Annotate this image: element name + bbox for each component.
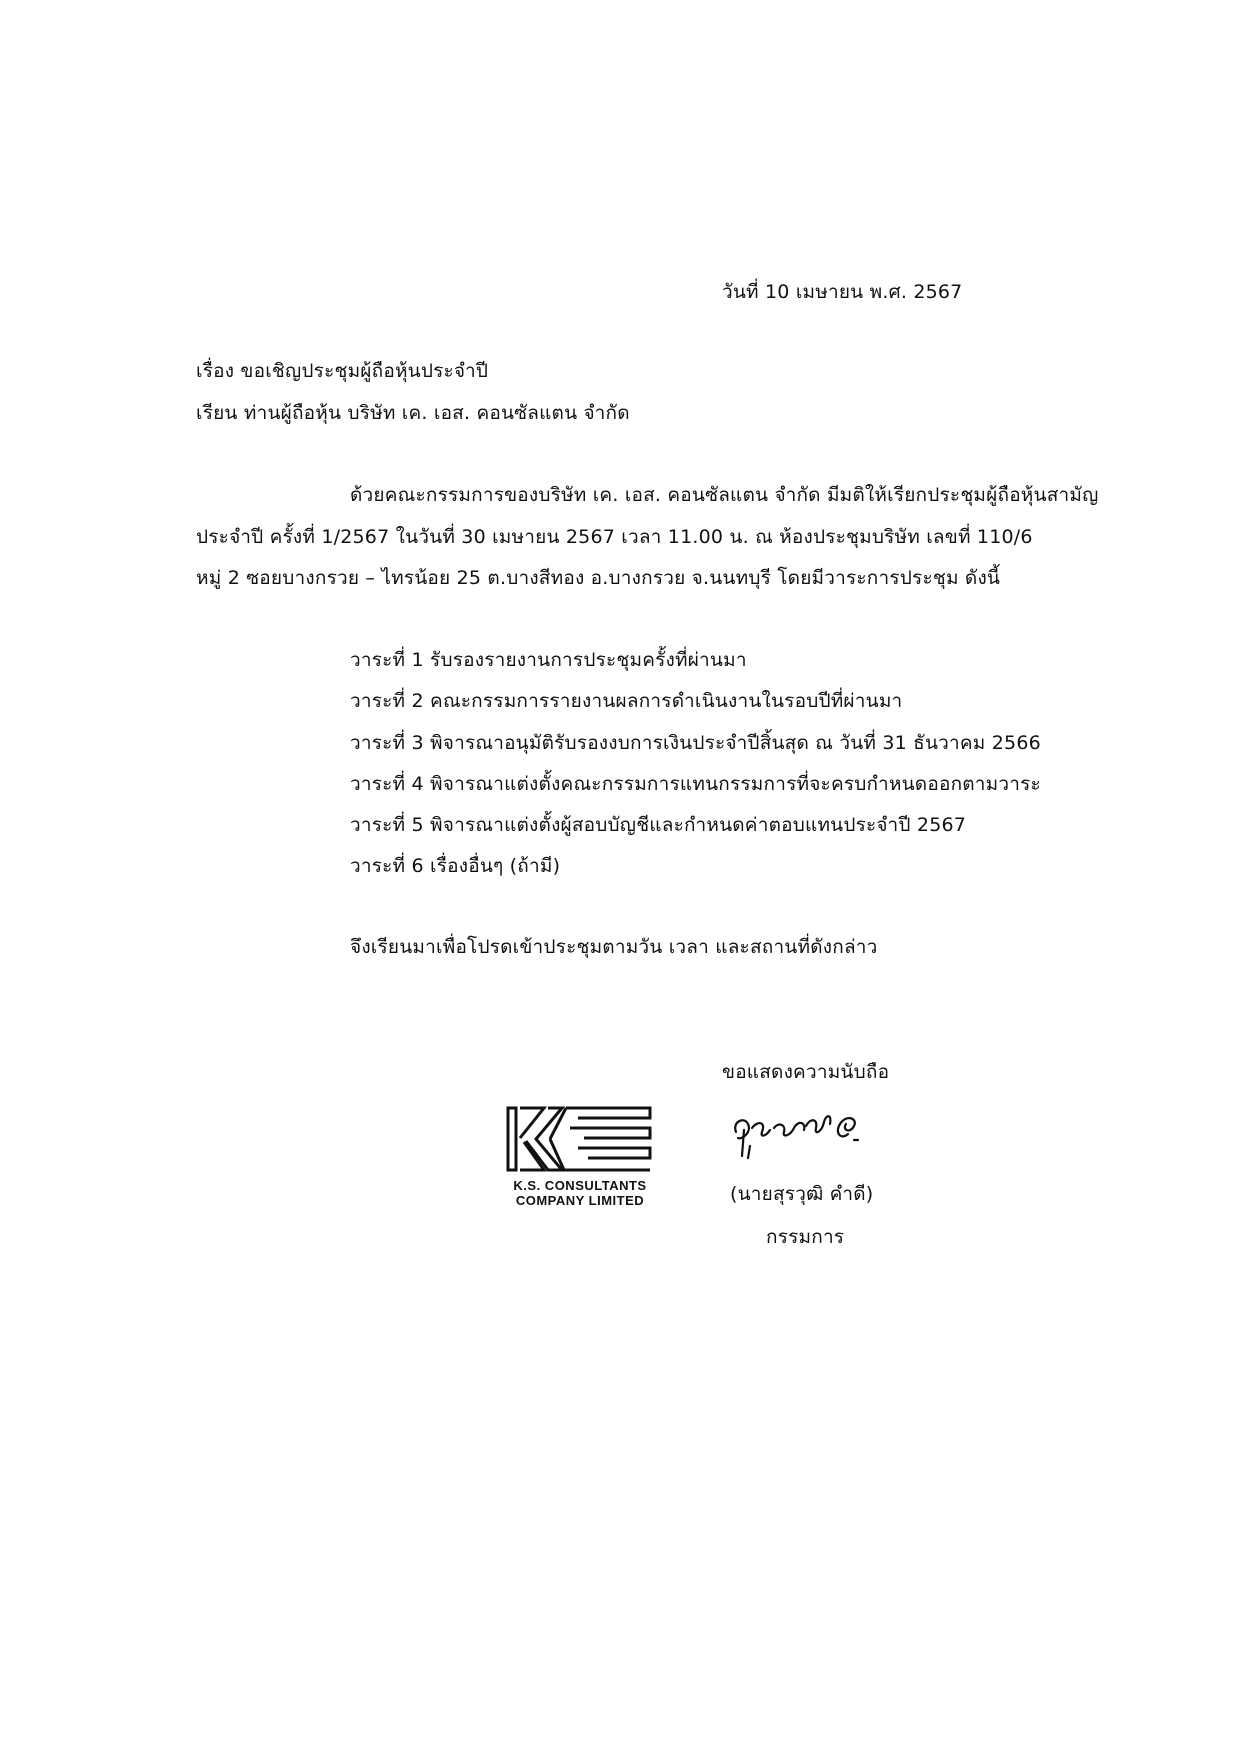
body-line: ประจำปี ครั้งที่ 1/2567 ในวันที่ 30 เมษายน 2567 เวลา 11.00 น. ณ ห้องประชุมบริษัท เลขที่ 110/6 bbox=[196, 526, 1033, 548]
letter-date: วันที่ 10 เมษายน พ.ศ. 2567 bbox=[722, 281, 963, 303]
agenda-item: วาระที่ 1 รับรองรายงานการประชุมครั้งที่ผ่านมา bbox=[350, 649, 747, 671]
agenda-item: วาระที่ 4 พิจารณาแต่งตั้งคณะกรรมการแทนกรรมการที่จะครบกำหนดออกตามวาระ bbox=[350, 773, 1041, 795]
agenda-item: วาระที่ 5 พิจารณาแต่งตั้งผู้สอบบัญชีและกำหนดค่าตอบแทนประจำปี 2567 bbox=[350, 814, 967, 836]
letter-salutation: เรียน ท่านผู้ถือหุ้น บริษัท เค. เอส. คอนซัลแตน จำกัด bbox=[196, 402, 630, 424]
signer-name: (นายสุรวุฒิ คำดี) bbox=[730, 1183, 874, 1205]
body-line: หมู่ 2 ซอยบางกรวย – ไทรน้อย 25 ต.บางสีทอง อ.บางกรวย จ.นนทบุรี โดยมีวาระการประชุม ดังนี้ bbox=[196, 567, 1001, 589]
regards-text: ขอแสดงความนับถือ bbox=[722, 1061, 890, 1083]
signer-title: กรรมการ bbox=[766, 1226, 845, 1248]
logo-caption-line: K.S. CONSULTANTS bbox=[513, 1178, 647, 1193]
body-line: ด้วยคณะกรรมการของบริษัท เค. เอส. คอนซัลแตน จำกัด มีมติให้เรียกประชุมผู้ถือหุ้นสามัญ bbox=[350, 484, 1099, 506]
closing-text: จึงเรียนมาเพื่อโปรดเข้าประชุมตามวัน เวลา และสถานที่ดังกล่าว bbox=[350, 936, 878, 958]
logo-caption-line: COMPANY LIMITED bbox=[515, 1193, 645, 1208]
agenda-item: วาระที่ 3 พิจารณาอนุมัติรับรองงบการเงินประจำปีสิ้นสุด ณ วันที่ 31 ธันวาคม 2566 bbox=[350, 732, 1041, 754]
signature-icon bbox=[722, 1100, 892, 1172]
agenda-item: วาระที่ 6 เรื่องอื่นๆ (ถ้ามี) bbox=[350, 855, 561, 877]
letter-subject: เรื่อง ขอเชิญประชุมผู้ถือหุ้นประจำปี bbox=[196, 360, 489, 382]
agenda-item: วาระที่ 2 คณะกรรมการรายงานผลการดำเนินงานในรอบปีที่ผ่านมา bbox=[350, 690, 903, 712]
